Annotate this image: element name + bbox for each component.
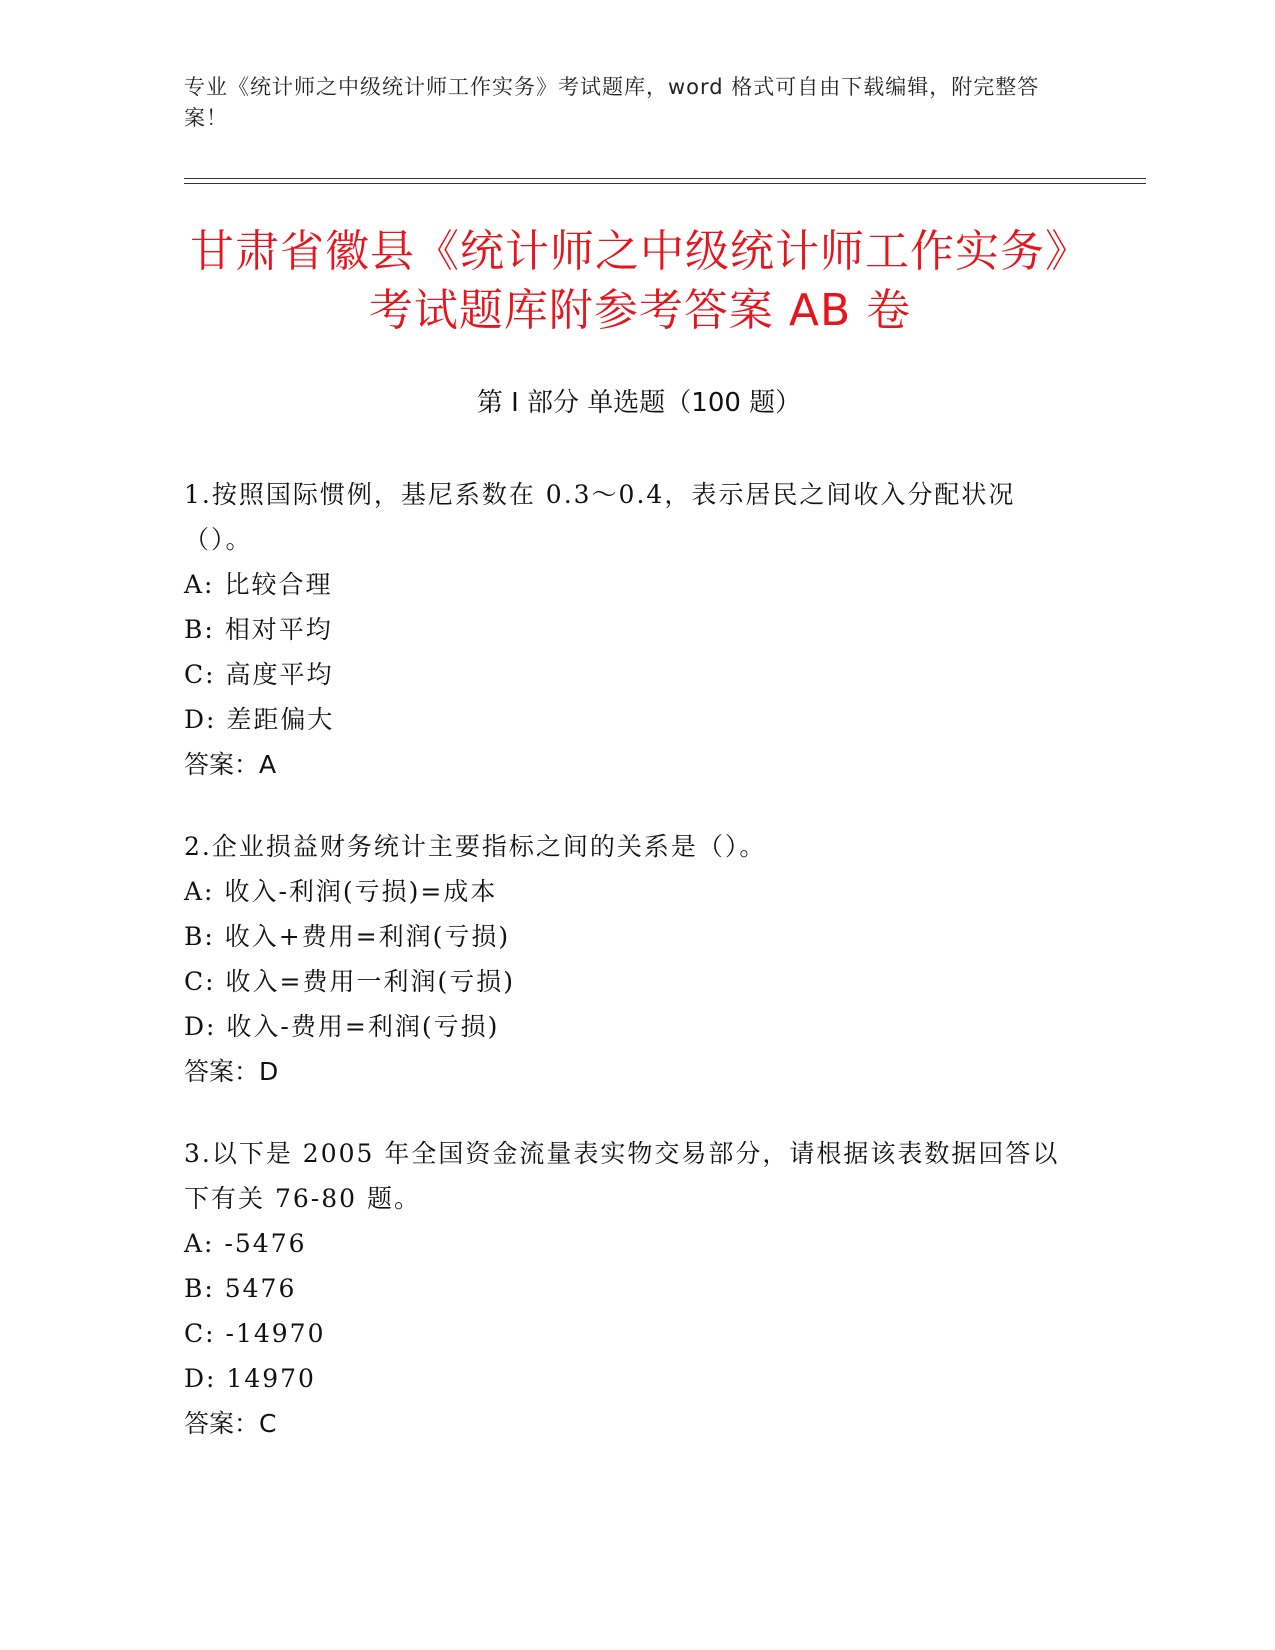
section-heading: 第 I 部分 单选题（100 题）	[476, 388, 802, 418]
answer-line	[184, 742, 1074, 787]
question-stem: 1.按照国际惯例，基尼系数在 0.3～0.4，表示居民之间收入分配状况（）。	[184, 480, 1016, 554]
option-letter: C:	[184, 660, 216, 689]
header-divider-bottom	[184, 183, 1146, 184]
header-note: 专业《统计师之中级统计师工作实务》考试题库，word 格式可自由下载编辑，附完整答案！	[184, 75, 1040, 130]
question-list	[184, 472, 1074, 1483]
document-title: 甘肃省徽县《统计师之中级统计师工作实务》考试题库附参考答案 AB 卷	[190, 226, 1090, 336]
question-stem: 3.以下是 2005 年全国资金流量表实物交易部分，请根据该表数据回答以下有关 76-80 题。	[184, 1139, 1060, 1213]
answer-value: A	[259, 750, 277, 779]
option-letter: A:	[184, 877, 215, 906]
option-letter: C:	[184, 1319, 216, 1348]
option-b	[184, 914, 1074, 959]
option-text: 收入-费用=利润(亏损)	[226, 1012, 500, 1041]
option-letter: A:	[184, 1229, 215, 1258]
answer-label: 答案：	[184, 1409, 260, 1438]
option-text: 高度平均	[225, 660, 334, 689]
option-d	[184, 1004, 1074, 1049]
option-a	[184, 562, 1074, 607]
question-1	[184, 472, 1074, 787]
option-text: 收入-利润(亏损)=成本	[224, 877, 498, 906]
option-text: 差距偏大	[226, 705, 335, 734]
question-3	[184, 1131, 1074, 1446]
option-letter: D:	[184, 1012, 217, 1041]
option-text: 5476	[224, 1274, 297, 1303]
option-c	[184, 652, 1074, 697]
option-text: 收入+费用=利润(亏损)	[224, 922, 511, 951]
option-c	[184, 1311, 1074, 1356]
option-b	[184, 607, 1074, 652]
answer-value: D	[259, 1057, 279, 1086]
option-letter: B:	[184, 1274, 215, 1303]
option-b	[184, 1266, 1074, 1311]
question-2	[184, 824, 1074, 1094]
option-letter: D:	[184, 1364, 217, 1393]
option-text: 比较合理	[224, 570, 333, 599]
option-d	[184, 1356, 1074, 1401]
answer-value: C	[259, 1409, 277, 1438]
question-stem: 2.企业损益财务统计主要指标之间的关系是（）。	[184, 832, 767, 861]
option-d	[184, 697, 1074, 742]
option-letter: D:	[184, 705, 217, 734]
answer-label: 答案：	[184, 750, 260, 779]
option-a	[184, 1221, 1074, 1266]
option-text: 收入=费用一利润(亏损)	[225, 967, 515, 996]
answer-line	[184, 1401, 1074, 1446]
option-letter: A:	[184, 570, 215, 599]
option-letter: B:	[184, 922, 215, 951]
option-text: 14970	[226, 1364, 316, 1393]
option-c	[184, 959, 1074, 1004]
answer-line	[184, 1049, 1074, 1094]
answer-label: 答案：	[184, 1057, 260, 1086]
header-divider-top	[184, 178, 1146, 179]
option-text: 相对平均	[224, 615, 333, 644]
option-text: -14970	[225, 1319, 326, 1348]
option-letter: B:	[184, 615, 215, 644]
option-letter: C:	[184, 967, 216, 996]
option-a	[184, 869, 1074, 914]
option-text: -5476	[224, 1229, 307, 1258]
